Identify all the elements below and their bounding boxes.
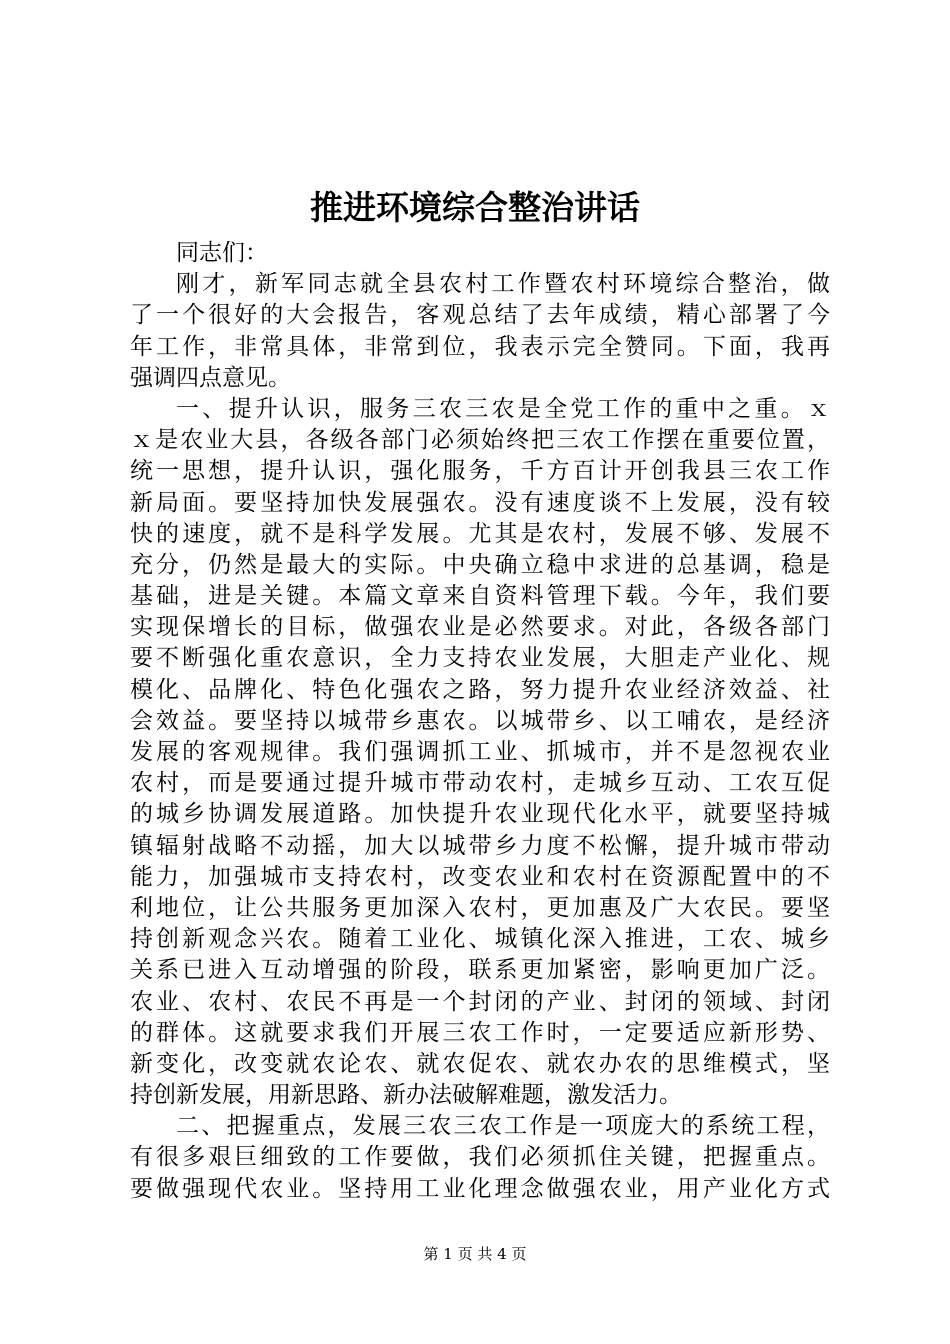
document-body [130, 238, 830, 1205]
body-line: 一、提升认识，服务三农三农是全党工作的重中之重。ｘ [176, 395, 830, 422]
body-line: 二、把握重点，发展三农三农工作是一项庞大的系统工程， [176, 1113, 830, 1140]
body-line: 新局面。要坚持加快发展强农。没有速度谈不上发展，没有较 [130, 489, 830, 516]
body-line: 有很多艰巨细致的工作要做，我们必须抓住关键，把握重点。 [130, 1144, 830, 1171]
body-line: 快的速度，就不是科学发展。尤其是农村，发展不够、发展不 [130, 520, 830, 547]
body-line: 农村，而是要通过提升城市带动农村，走城乡互动、工农互促 [130, 770, 830, 797]
body-line: 会效益。要坚持以城带乡惠农。以城带乡、以工哺农，是经济 [130, 707, 830, 734]
body-line: 关系已进入互动增强的阶段，联系更加紧密，影响更加广泛。 [130, 957, 830, 984]
body-line: 的群体。这就要求我们开展三农工作时，一定要适应新形势、 [130, 1019, 830, 1046]
body-line: 发展的客观规律。我们强调抓工业、抓城市，并不是忽视农业 [130, 739, 830, 765]
page-footer: 第 1 页 共 4 页 [423, 1245, 527, 1263]
body-line: 新变化，改变就农论农、就农促农、就农办农的思维模式，坚 [130, 1050, 830, 1077]
body-line: 刚才，新军同志就全县农村工作暨农村环境综合整治，做 [176, 271, 830, 298]
body-line: 统一思想，提升认识，强化服务，千方百计开创我县三农工作 [130, 458, 830, 485]
body-line: 充分，仍然是最大的实际。中央确立稳中求进的总基调，稳是 [130, 551, 830, 578]
body-line: 要做强现代农业。坚持用工业化理念做强农业，用产业化方式 [130, 1175, 830, 1202]
document-title: 推进环境综合整治讲话 [310, 188, 640, 227]
body-line: 持创新观念兴农。随着工业化、城镇化深入推进，工农、城乡 [130, 926, 830, 953]
body-line: 持创新发展，用新思路、新办法破解难题，激发活力。 [130, 1082, 682, 1109]
body-line: 基础，进是关键。本篇文章来自资料管理下载。今年，我们要 [130, 583, 830, 610]
body-line: 的城乡协调发展道路。加快提升农业现代化水平，就要坚持城 [130, 801, 830, 828]
body-line: 实现保增长的目标，做强农业是必然要求。对此，各级各部门 [130, 614, 830, 641]
body-line: 要不断强化重农意识，全力支持农业发展，大胆走产业化、规 [130, 645, 830, 672]
body-line: 利地位，让公共服务更加深入农村，更加惠及广大农民。要坚 [130, 894, 830, 921]
body-line: 了一个很好的大会报告，客观总结了去年成绩，精心部署了今 [130, 302, 830, 329]
body-line: 模化、品牌化、特色化强农之路，努力提升农业经济效益、社 [130, 676, 830, 703]
body-line: 镇辐射战略不动摇，加大以城带乡力度不松懈，提升城市带动 [130, 832, 830, 859]
body-line: 能力，加强城市支持农村，改变农业和农村在资源配置中的不 [130, 863, 830, 890]
body-line: 同志们： [176, 240, 268, 266]
body-line: 年工作，非常具体，非常到位，我表示完全赞同。下面，我再 [130, 333, 830, 360]
body-line: 强调四点意见。 [130, 364, 291, 391]
body-line: 农业、农村、农民不再是一个封闭的产业、封闭的领域、封闭 [130, 988, 830, 1015]
body-line: ｘ是农业大县，各级各部门必须始终把三农工作摆在重要位置， [130, 427, 830, 454]
